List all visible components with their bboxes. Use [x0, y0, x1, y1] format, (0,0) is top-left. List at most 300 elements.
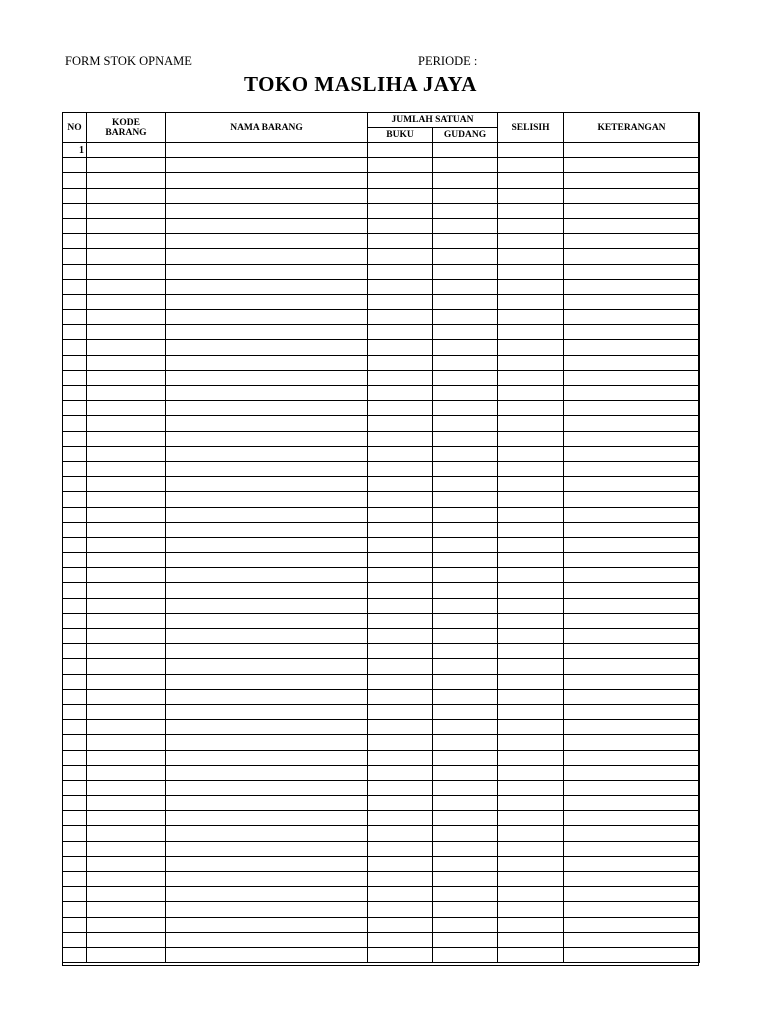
kode-barang-cell[interactable]	[87, 279, 166, 294]
keterangan-cell[interactable]	[564, 386, 700, 401]
nama-barang-cell[interactable]	[166, 765, 368, 780]
nama-barang-cell[interactable]	[166, 568, 368, 583]
no-cell[interactable]	[63, 325, 87, 340]
nama-barang-cell[interactable]	[166, 826, 368, 841]
gudang-cell[interactable]	[433, 947, 498, 962]
keterangan-cell[interactable]	[564, 674, 700, 689]
buku-cell[interactable]	[368, 173, 433, 188]
selisih-cell[interactable]	[498, 735, 564, 750]
selisih-cell[interactable]	[498, 355, 564, 370]
buku-cell[interactable]	[368, 796, 433, 811]
keterangan-cell[interactable]	[564, 689, 700, 704]
no-cell[interactable]	[63, 568, 87, 583]
gudang-cell[interactable]	[433, 613, 498, 628]
kode-barang-cell[interactable]	[87, 704, 166, 719]
buku-cell[interactable]	[368, 598, 433, 613]
no-cell[interactable]: 1	[63, 143, 87, 158]
nama-barang-cell[interactable]	[166, 492, 368, 507]
keterangan-cell[interactable]	[564, 477, 700, 492]
nama-barang-cell[interactable]	[166, 947, 368, 962]
buku-cell[interactable]	[368, 310, 433, 325]
selisih-cell[interactable]	[498, 659, 564, 674]
no-cell[interactable]	[63, 796, 87, 811]
buku-cell[interactable]	[368, 446, 433, 461]
selisih-cell[interactable]	[498, 872, 564, 887]
kode-barang-cell[interactable]	[87, 461, 166, 476]
keterangan-cell[interactable]	[564, 583, 700, 598]
kode-barang-cell[interactable]	[87, 826, 166, 841]
keterangan-cell[interactable]	[564, 401, 700, 416]
buku-cell[interactable]	[368, 522, 433, 537]
keterangan-cell[interactable]	[564, 234, 700, 249]
gudang-cell[interactable]	[433, 932, 498, 947]
buku-cell[interactable]	[368, 279, 433, 294]
gudang-cell[interactable]	[433, 553, 498, 568]
kode-barang-cell[interactable]	[87, 613, 166, 628]
buku-cell[interactable]	[368, 218, 433, 233]
selisih-cell[interactable]	[498, 370, 564, 385]
kode-barang-cell[interactable]	[87, 644, 166, 659]
keterangan-cell[interactable]	[564, 811, 700, 826]
selisih-cell[interactable]	[498, 583, 564, 598]
selisih-cell[interactable]	[498, 613, 564, 628]
keterangan-cell[interactable]	[564, 872, 700, 887]
kode-barang-cell[interactable]	[87, 598, 166, 613]
no-cell[interactable]	[63, 522, 87, 537]
kode-barang-cell[interactable]	[87, 340, 166, 355]
selisih-cell[interactable]	[498, 750, 564, 765]
selisih-cell[interactable]	[498, 325, 564, 340]
selisih-cell[interactable]	[498, 780, 564, 795]
no-cell[interactable]	[63, 340, 87, 355]
nama-barang-cell[interactable]	[166, 188, 368, 203]
selisih-cell[interactable]	[498, 765, 564, 780]
keterangan-cell[interactable]	[564, 902, 700, 917]
kode-barang-cell[interactable]	[87, 872, 166, 887]
buku-cell[interactable]	[368, 158, 433, 173]
kode-barang-cell[interactable]	[87, 386, 166, 401]
keterangan-cell[interactable]	[564, 188, 700, 203]
no-cell[interactable]	[63, 249, 87, 264]
gudang-cell[interactable]	[433, 856, 498, 871]
keterangan-cell[interactable]	[564, 856, 700, 871]
selisih-cell[interactable]	[498, 173, 564, 188]
gudang-cell[interactable]	[433, 218, 498, 233]
kode-barang-cell[interactable]	[87, 947, 166, 962]
selisih-cell[interactable]	[498, 917, 564, 932]
buku-cell[interactable]	[368, 249, 433, 264]
selisih-cell[interactable]	[498, 158, 564, 173]
kode-barang-cell[interactable]	[87, 492, 166, 507]
no-cell[interactable]	[63, 507, 87, 522]
gudang-cell[interactable]	[433, 507, 498, 522]
selisih-cell[interactable]	[498, 507, 564, 522]
kode-barang-cell[interactable]	[87, 522, 166, 537]
buku-cell[interactable]	[368, 674, 433, 689]
kode-barang-cell[interactable]	[87, 856, 166, 871]
gudang-cell[interactable]	[433, 826, 498, 841]
buku-cell[interactable]	[368, 203, 433, 218]
keterangan-cell[interactable]	[564, 370, 700, 385]
gudang-cell[interactable]	[433, 492, 498, 507]
kode-barang-cell[interactable]	[87, 310, 166, 325]
kode-barang-cell[interactable]	[87, 325, 166, 340]
buku-cell[interactable]	[368, 780, 433, 795]
selisih-cell[interactable]	[498, 234, 564, 249]
keterangan-cell[interactable]	[564, 720, 700, 735]
nama-barang-cell[interactable]	[166, 264, 368, 279]
nama-barang-cell[interactable]	[166, 811, 368, 826]
kode-barang-cell[interactable]	[87, 583, 166, 598]
selisih-cell[interactable]	[498, 249, 564, 264]
gudang-cell[interactable]	[433, 340, 498, 355]
keterangan-cell[interactable]	[564, 644, 700, 659]
selisih-cell[interactable]	[498, 522, 564, 537]
gudang-cell[interactable]	[433, 902, 498, 917]
no-cell[interactable]	[63, 644, 87, 659]
keterangan-cell[interactable]	[564, 947, 700, 962]
gudang-cell[interactable]	[433, 522, 498, 537]
nama-barang-cell[interactable]	[166, 386, 368, 401]
selisih-cell[interactable]	[498, 887, 564, 902]
selisih-cell[interactable]	[498, 310, 564, 325]
selisih-cell[interactable]	[498, 568, 564, 583]
kode-barang-cell[interactable]	[87, 917, 166, 932]
buku-cell[interactable]	[368, 917, 433, 932]
kode-barang-cell[interactable]	[87, 659, 166, 674]
kode-barang-cell[interactable]	[87, 735, 166, 750]
gudang-cell[interactable]	[433, 401, 498, 416]
kode-barang-cell[interactable]	[87, 689, 166, 704]
no-cell[interactable]	[63, 917, 87, 932]
nama-barang-cell[interactable]	[166, 446, 368, 461]
kode-barang-cell[interactable]	[87, 568, 166, 583]
no-cell[interactable]	[63, 477, 87, 492]
keterangan-cell[interactable]	[564, 522, 700, 537]
keterangan-cell[interactable]	[564, 765, 700, 780]
gudang-cell[interactable]	[433, 477, 498, 492]
kode-barang-cell[interactable]	[87, 537, 166, 552]
selisih-cell[interactable]	[498, 416, 564, 431]
buku-cell[interactable]	[368, 188, 433, 203]
gudang-cell[interactable]	[433, 629, 498, 644]
selisih-cell[interactable]	[498, 598, 564, 613]
buku-cell[interactable]	[368, 932, 433, 947]
no-cell[interactable]	[63, 279, 87, 294]
kode-barang-cell[interactable]	[87, 811, 166, 826]
kode-barang-cell[interactable]	[87, 234, 166, 249]
no-cell[interactable]	[63, 188, 87, 203]
keterangan-cell[interactable]	[564, 173, 700, 188]
selisih-cell[interactable]	[498, 674, 564, 689]
nama-barang-cell[interactable]	[166, 507, 368, 522]
buku-cell[interactable]	[368, 386, 433, 401]
no-cell[interactable]	[63, 735, 87, 750]
keterangan-cell[interactable]	[564, 537, 700, 552]
nama-barang-cell[interactable]	[166, 720, 368, 735]
selisih-cell[interactable]	[498, 689, 564, 704]
selisih-cell[interactable]	[498, 143, 564, 158]
no-cell[interactable]	[63, 461, 87, 476]
keterangan-cell[interactable]	[564, 917, 700, 932]
nama-barang-cell[interactable]	[166, 553, 368, 568]
kode-barang-cell[interactable]	[87, 446, 166, 461]
gudang-cell[interactable]	[433, 887, 498, 902]
nama-barang-cell[interactable]	[166, 537, 368, 552]
buku-cell[interactable]	[368, 340, 433, 355]
keterangan-cell[interactable]	[564, 507, 700, 522]
gudang-cell[interactable]	[433, 143, 498, 158]
nama-barang-cell[interactable]	[166, 310, 368, 325]
gudang-cell[interactable]	[433, 537, 498, 552]
keterangan-cell[interactable]	[564, 158, 700, 173]
nama-barang-cell[interactable]	[166, 158, 368, 173]
gudang-cell[interactable]	[433, 689, 498, 704]
no-cell[interactable]	[63, 811, 87, 826]
gudang-cell[interactable]	[433, 644, 498, 659]
keterangan-cell[interactable]	[564, 553, 700, 568]
selisih-cell[interactable]	[498, 796, 564, 811]
nama-barang-cell[interactable]	[166, 173, 368, 188]
keterangan-cell[interactable]	[564, 568, 700, 583]
gudang-cell[interactable]	[433, 750, 498, 765]
selisih-cell[interactable]	[498, 203, 564, 218]
keterangan-cell[interactable]	[564, 796, 700, 811]
keterangan-cell[interactable]	[564, 431, 700, 446]
no-cell[interactable]	[63, 264, 87, 279]
keterangan-cell[interactable]	[564, 841, 700, 856]
selisih-cell[interactable]	[498, 644, 564, 659]
buku-cell[interactable]	[368, 644, 433, 659]
kode-barang-cell[interactable]	[87, 249, 166, 264]
buku-cell[interactable]	[368, 143, 433, 158]
nama-barang-cell[interactable]	[166, 218, 368, 233]
selisih-cell[interactable]	[498, 629, 564, 644]
nama-barang-cell[interactable]	[166, 689, 368, 704]
gudang-cell[interactable]	[433, 765, 498, 780]
gudang-cell[interactable]	[433, 598, 498, 613]
kode-barang-cell[interactable]	[87, 507, 166, 522]
keterangan-cell[interactable]	[564, 203, 700, 218]
selisih-cell[interactable]	[498, 218, 564, 233]
keterangan-cell[interactable]	[564, 249, 700, 264]
nama-barang-cell[interactable]	[166, 370, 368, 385]
no-cell[interactable]	[63, 401, 87, 416]
buku-cell[interactable]	[368, 492, 433, 507]
gudang-cell[interactable]	[433, 188, 498, 203]
no-cell[interactable]	[63, 294, 87, 309]
kode-barang-cell[interactable]	[87, 674, 166, 689]
kode-barang-cell[interactable]	[87, 553, 166, 568]
kode-barang-cell[interactable]	[87, 264, 166, 279]
gudang-cell[interactable]	[433, 872, 498, 887]
buku-cell[interactable]	[368, 355, 433, 370]
no-cell[interactable]	[63, 583, 87, 598]
no-cell[interactable]	[63, 720, 87, 735]
nama-barang-cell[interactable]	[166, 294, 368, 309]
selisih-cell[interactable]	[498, 856, 564, 871]
gudang-cell[interactable]	[433, 249, 498, 264]
no-cell[interactable]	[63, 872, 87, 887]
gudang-cell[interactable]	[433, 674, 498, 689]
no-cell[interactable]	[63, 704, 87, 719]
no-cell[interactable]	[63, 446, 87, 461]
selisih-cell[interactable]	[498, 720, 564, 735]
buku-cell[interactable]	[368, 234, 433, 249]
no-cell[interactable]	[63, 947, 87, 962]
nama-barang-cell[interactable]	[166, 522, 368, 537]
no-cell[interactable]	[63, 431, 87, 446]
buku-cell[interactable]	[368, 553, 433, 568]
nama-barang-cell[interactable]	[166, 340, 368, 355]
buku-cell[interactable]	[368, 477, 433, 492]
buku-cell[interactable]	[368, 537, 433, 552]
kode-barang-cell[interactable]	[87, 629, 166, 644]
gudang-cell[interactable]	[433, 158, 498, 173]
selisih-cell[interactable]	[498, 492, 564, 507]
kode-barang-cell[interactable]	[87, 218, 166, 233]
keterangan-cell[interactable]	[564, 325, 700, 340]
selisih-cell[interactable]	[498, 704, 564, 719]
nama-barang-cell[interactable]	[166, 872, 368, 887]
nama-barang-cell[interactable]	[166, 234, 368, 249]
nama-barang-cell[interactable]	[166, 841, 368, 856]
buku-cell[interactable]	[368, 568, 433, 583]
kode-barang-cell[interactable]	[87, 294, 166, 309]
nama-barang-cell[interactable]	[166, 750, 368, 765]
selisih-cell[interactable]	[498, 932, 564, 947]
keterangan-cell[interactable]	[564, 887, 700, 902]
selisih-cell[interactable]	[498, 537, 564, 552]
no-cell[interactable]	[63, 659, 87, 674]
nama-barang-cell[interactable]	[166, 644, 368, 659]
kode-barang-cell[interactable]	[87, 932, 166, 947]
buku-cell[interactable]	[368, 841, 433, 856]
no-cell[interactable]	[63, 203, 87, 218]
buku-cell[interactable]	[368, 325, 433, 340]
gudang-cell[interactable]	[433, 720, 498, 735]
nama-barang-cell[interactable]	[166, 704, 368, 719]
nama-barang-cell[interactable]	[166, 887, 368, 902]
buku-cell[interactable]	[368, 811, 433, 826]
keterangan-cell[interactable]	[564, 143, 700, 158]
gudang-cell[interactable]	[433, 173, 498, 188]
gudang-cell[interactable]	[433, 704, 498, 719]
no-cell[interactable]	[63, 386, 87, 401]
buku-cell[interactable]	[368, 765, 433, 780]
buku-cell[interactable]	[368, 431, 433, 446]
nama-barang-cell[interactable]	[166, 583, 368, 598]
keterangan-cell[interactable]	[564, 932, 700, 947]
keterangan-cell[interactable]	[564, 218, 700, 233]
no-cell[interactable]	[63, 234, 87, 249]
kode-barang-cell[interactable]	[87, 902, 166, 917]
gudang-cell[interactable]	[433, 325, 498, 340]
nama-barang-cell[interactable]	[166, 902, 368, 917]
gudang-cell[interactable]	[433, 203, 498, 218]
no-cell[interactable]	[63, 765, 87, 780]
gudang-cell[interactable]	[433, 780, 498, 795]
buku-cell[interactable]	[368, 735, 433, 750]
no-cell[interactable]	[63, 750, 87, 765]
nama-barang-cell[interactable]	[166, 325, 368, 340]
nama-barang-cell[interactable]	[166, 477, 368, 492]
gudang-cell[interactable]	[433, 917, 498, 932]
kode-barang-cell[interactable]	[87, 188, 166, 203]
buku-cell[interactable]	[368, 401, 433, 416]
keterangan-cell[interactable]	[564, 598, 700, 613]
selisih-cell[interactable]	[498, 446, 564, 461]
gudang-cell[interactable]	[433, 796, 498, 811]
gudang-cell[interactable]	[433, 294, 498, 309]
nama-barang-cell[interactable]	[166, 932, 368, 947]
buku-cell[interactable]	[368, 416, 433, 431]
gudang-cell[interactable]	[433, 583, 498, 598]
keterangan-cell[interactable]	[564, 264, 700, 279]
kode-barang-cell[interactable]	[87, 765, 166, 780]
buku-cell[interactable]	[368, 902, 433, 917]
selisih-cell[interactable]	[498, 947, 564, 962]
keterangan-cell[interactable]	[564, 294, 700, 309]
nama-barang-cell[interactable]	[166, 431, 368, 446]
selisih-cell[interactable]	[498, 811, 564, 826]
nama-barang-cell[interactable]	[166, 659, 368, 674]
kode-barang-cell[interactable]	[87, 780, 166, 795]
selisih-cell[interactable]	[498, 386, 564, 401]
buku-cell[interactable]	[368, 856, 433, 871]
no-cell[interactable]	[63, 932, 87, 947]
keterangan-cell[interactable]	[564, 461, 700, 476]
buku-cell[interactable]	[368, 887, 433, 902]
nama-barang-cell[interactable]	[166, 856, 368, 871]
keterangan-cell[interactable]	[564, 826, 700, 841]
gudang-cell[interactable]	[433, 386, 498, 401]
selisih-cell[interactable]	[498, 264, 564, 279]
selisih-cell[interactable]	[498, 477, 564, 492]
no-cell[interactable]	[63, 856, 87, 871]
gudang-cell[interactable]	[433, 811, 498, 826]
kode-barang-cell[interactable]	[87, 750, 166, 765]
keterangan-cell[interactable]	[564, 416, 700, 431]
no-cell[interactable]	[63, 158, 87, 173]
buku-cell[interactable]	[368, 689, 433, 704]
buku-cell[interactable]	[368, 461, 433, 476]
keterangan-cell[interactable]	[564, 492, 700, 507]
buku-cell[interactable]	[368, 704, 433, 719]
gudang-cell[interactable]	[433, 355, 498, 370]
nama-barang-cell[interactable]	[166, 780, 368, 795]
keterangan-cell[interactable]	[564, 279, 700, 294]
kode-barang-cell[interactable]	[87, 887, 166, 902]
selisih-cell[interactable]	[498, 902, 564, 917]
selisih-cell[interactable]	[498, 553, 564, 568]
buku-cell[interactable]	[368, 294, 433, 309]
gudang-cell[interactable]	[433, 234, 498, 249]
selisih-cell[interactable]	[498, 826, 564, 841]
kode-barang-cell[interactable]	[87, 173, 166, 188]
selisih-cell[interactable]	[498, 841, 564, 856]
gudang-cell[interactable]	[433, 659, 498, 674]
buku-cell[interactable]	[368, 613, 433, 628]
no-cell[interactable]	[63, 826, 87, 841]
nama-barang-cell[interactable]	[166, 249, 368, 264]
nama-barang-cell[interactable]	[166, 598, 368, 613]
keterangan-cell[interactable]	[564, 340, 700, 355]
keterangan-cell[interactable]	[564, 780, 700, 795]
selisih-cell[interactable]	[498, 431, 564, 446]
kode-barang-cell[interactable]	[87, 720, 166, 735]
nama-barang-cell[interactable]	[166, 416, 368, 431]
